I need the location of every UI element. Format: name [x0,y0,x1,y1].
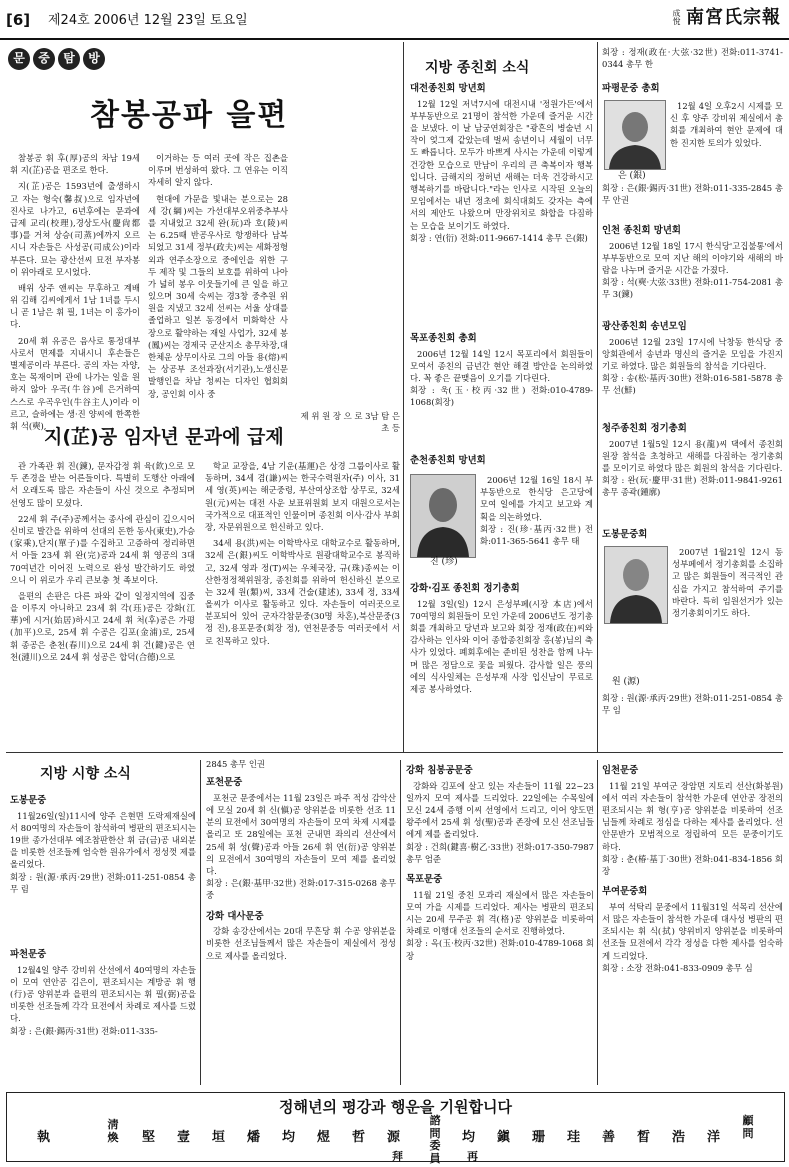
name-char: 壹 [177,1130,191,1145]
name-char: 珪 [567,1130,581,1145]
article-heading: 청주종친회 정기총회 [602,423,687,434]
photo-caption: 진 (珍) [430,557,458,567]
greeting-box [6,1092,785,1165]
article-contact: 회장 : 정재(政在·大弦·32世) 전화:011-3741-0344 총무 한 [602,47,783,70]
name-char: 哲 [352,1130,366,1145]
article-heading: 도봉문중회 [602,529,648,540]
article-mokpo [410,330,593,409]
article-heading: 목포문중 [406,873,443,885]
article-pacheon [10,946,196,1037]
advisor-vertical: 顧問 [742,1114,754,1140]
paragraph: 을편의 손판은 다른 파와 같이 일정지역에 집중을 이루지 아니하고 23세 휘 각(珏)공은 강화(江華)에 시거(始居)하시고 24세 휘 처(후)공은 가평(加平)으로, 25세 휘 수공은 김포(金浦)로, 25세 휘 종공은 춘천(春川)으로 24세 휘 건(鍵)공은 연천(漣川)으로 24세 휘 성공은 합덕(合德)으로 [10,590,195,662]
column-divider [400,760,401,1085]
name-list [37,1114,757,1165]
name-char: 均 [462,1130,476,1145]
article-contact: 회장 : 원(源·承丙·29世) 전화:011-251-0854 총무 임 [602,693,783,716]
section-divider [6,752,783,753]
article-body: 부여 석탁리 문중에서 11월31일 석목리 선산에서 많은 자손들이 참석한 가운데 대사성 병판의 편조되시는 휘 식(拭) 양위비지 양위분을 비롯하여 선조들 묘전에서 각각 정성을 다한 제사를 엄숙하게 드리었다. [602,901,783,961]
article-incheon [602,222,783,301]
article-contact: 회장 : 건희(鍵喜·樹乙·33世) 전화:017-350-7987 총무 엄준 [406,841,594,864]
article-pocheon [206,758,396,962]
name-char: 鎭 [497,1130,511,1145]
article-dobong-contact [602,692,783,716]
page-header [0,0,789,40]
article-heading: 강화·김포 종친회 정기총회 [410,583,520,594]
article-papyeong-contact [602,182,783,206]
paragraph: 참봉공 휘 후(厚)공의 차남 19세 휘 지(芷)공을 편조로 한다. [10,153,140,176]
portrait-photo [604,100,666,170]
column-divider [403,42,404,752]
article-ganghwa-gimpo [410,580,593,695]
article-contact: 회장 : 원(源·承丙·29世) 전화:011-251-0854 총무 림 [10,871,196,894]
article-body: 2006년 12월 18일 17시 한식당'고집불통'에서 부부동반으로 모여 지난 해의 이야기와 새해의 바람을 나누며 즐거운 시간을 가졌다. [602,240,783,275]
top-contact [602,46,783,70]
name-char: 垣 [212,1130,226,1145]
article-body: 강화 송강산에서는 20대 무흔당 휘 수공 양위분을 비롯한 선조님들께서 많은 자손들이 제실에서 정성으로 제사를 올리었다. [206,926,396,961]
article-contact: 회장 : 석(奭·大弦·33世) 전화:011-754-2081 총무 3(鍊) [602,277,783,300]
article-contact: 회장 : 은(銀·基甲·32世) 전화:017-315-0268 총무 중 [206,878,396,901]
article-gwangsan [602,318,783,397]
badge-char: 문 [8,48,30,70]
article-heading: 도봉문중 [10,795,47,806]
portrait-icon [411,475,475,557]
portrait-photo [410,474,476,558]
feature-column-2-cont: 제 위 원 장 으 로 3남 탐 은 초 등 [300,411,400,434]
feature-column-3 [205,460,400,651]
article-body: 11월 21일 중친 모과리 재실에서 많은 자손들이 모여 가을 시제를 드리었다. 제사는 병판의 편조되시는 20세 무주공 휘 격(格)공 양위분을 비롯하여 차례로 이행대 선조들의 순서로 진행하였다. [406,889,594,937]
article-body: 2006년 12월 14일 12시 목포리에서 회원들이 모여서 종친의 금년간 현안 해결 방안을 논의하였다. 꼭 좋은 끝맺음이 오기를 기다린다. [410,348,593,383]
article-contact: 회장 : 춘(椿·基丁·30世) 전화:041-834-1856 회장 [602,853,783,876]
article-heading: 파천문중 [10,949,47,960]
name-char: 均 [282,1130,296,1145]
article-contact: 회장 : 은(銀·錫丙·31世) 전화:011-335- [10,1025,158,1036]
article-body: 2006년 12월 23일 17시에 낙창동 한식당 중앙회관에서 송년과 명신의 즐거운 모임을 가진지기로 하였다. 많은 회원들의 참석을 기다린다. [602,336,783,371]
article-papyeong [602,80,783,98]
name-vertical: 淸煥 [107,1118,119,1144]
section-badge [8,48,105,70]
article-heading: 목포종친회 총회 [410,333,477,344]
name-char: 堅 [142,1130,156,1145]
article-body: 11월26일(일)11시에 양주 은현면 도락제재실에서 80여명의 자손들이 참석하여 병판의 편조되시는 19世 종가선대부 예조참판한산 휘 금(금)공 내외분을 비롯한 선조들께 엄숙한 원유가에서 정성껏 제를 올리었다. [10,810,196,870]
article-heading: 강화 대사문중 [206,910,264,922]
article-heading: 부여문중회 [602,886,648,898]
paragraph: 20세 휘 유공은 음사로 통정대부 사로서 면제를 지내시니 후손들은 별제공이라 부른다. 공의 자는 자양, 호는 목재이며 관에 나가는 일을 원하지 않아 우곡(牛谷)에 은거하여 스스로 우곡우인(牛谷主人)이라 이르고, 슬하에는 생·진 양씨에 한쪽한 휘 석(奭), [10,335,140,431]
paragraph: 현대에 가문을 빛내는 분으로는 28세 강(綱)씨는 가선대부오위중추부사를 지내었고 32세 완(玩)과 호(陵)씨는 6.25때 반공우사로 항쟁하다 남북되었고 31세 정부(政夫)씨는 세화정형외과 연주소장으로 중에인을 위한 구두 제작 및 그들의 보호를 위하여 나아가 넓히 봉우 이웃들기에 큰 일을 하고 있으며 30세 숙씨는 경3창 중추원 위원을 지냈고 32세 선씨는 서울 상대를 졸업하고 일본 동경에서 미화학산 사장으로 활약하는 재일 사업가, 32세 봉(鳳)씨는 경제국 군산지소 총무차장,대한체운 상무이사로 그의 아들 용(熔)씨는 상공부 조선과장(서기관),노생신문 발행인을 차남 청씨는 디자인 협회회장, 공인회 이사 중 [148,193,288,399]
paragraph: 이거하는 등 여러 곳에 작은 집촌을 이루며 번성하여 왔다. 그 연유는 이직 자세히 알지 않다. [148,153,288,188]
feature-column-1-lower [10,460,195,667]
paragraph: 22세 휘 주(주)공께서는 종사에 관심이 깊으시어 신비로 발간을 위하여 선대의 돈한 동사(東史),가승(家乘),단지(單子)를 수집하고 고증하여 정리하면서 아들 23세 휘 완(完)공과 24세 휘 영공의 3대 70여년간 이어진 노력으로 완성 발간하기도 하였으니 이 위로가 우리 큰보충 첫 족보이다. [10,513,195,585]
article-papyeong-body [670,100,783,149]
article-daejeon [410,80,593,244]
name-char: 源 [387,1130,401,1145]
article-heading: 강화 침봉공문중 [406,765,473,776]
article-body: 12월 4일 오후2시 시제를 모신 후 양주 강비위 제실에서 총회를 개최하여 현안 문제에 대한 진지한 토의가 있었다. [670,101,783,148]
newspaper-masthead [671,5,781,31]
paragraph: 34세 용(洪)씨는 이학박사로 대학교수로 활동하며, 32세 은(銀)씨도 이학박사로 원광대학교수로 봉직하고, 32세 영과 정(T)씨는 우체국장, 규(珠)종씨는 이산한정정책위원장, 종친회를 위하여 헌신하신 분으로는 32세 원(類)씨, 33세 건술(建述), 33세 정, 33세 올씨가 이사로 활동하고 있다. 자손들이 여러곳으로 분포되어 있어 군자각참문중(30명 차혼),북산문중(3정 진),용포문중(회장 정), 연천문중등 여러곳에서 서로 친목하고 있다. [205,538,400,646]
article-heading: 포천문중 [206,777,243,789]
committee-vertical: 諮問委員 [429,1114,441,1165]
article-imcheon [602,762,783,974]
article-heading: 임천문중 [602,765,639,776]
badge-char: 중 [33,48,55,70]
regional-news-banner: 지방 종친회 소식 [425,60,530,76]
issue-date: 제24호 2006년 12월 23일 토요일 [48,13,248,28]
article-heading: 광산종친회 송년모임 [602,321,687,332]
article-dobong-munjung [10,792,196,895]
photo-caption: 원 (源) [612,677,640,687]
paragraph: 지(芷)공은 1593년에 출생하시고 자는 형숙(馨叔)으로 임자년에 진사로 나가고, 6년후에는 문과에 급제 교리(校理),경상도사(慶尙都事)를 거쳐 상승(司蒸)에까지 오르시니 자손들은 사성공(司成公)이라 부른다. 묘는 광산선씨 묘전 부자봉이 위아래로 모시었다. [10,181,140,277]
article-body: 12월 12일 저녁7시에 대전시내 '정원가든'에서 부부동반으로 21명이 참석한 가운데 즐거운 시간을 보냈다. 이 날 남궁연회장은 "광흔의 병술년 시작이 엊그제 같았는데 벌써 송년이니 세월이 너무도 빠릅니다. 모두가 바쁘게 사시는 가운데 이렇게 건강한 모습으로 만남이 우리의 큰 축복이자 행복입니다. 금해지의 정허년 새해는 더욱 건강하시고 행복하기를 바랍니다."라는 인사로 시작된 오늘의 모임에서는 내년 정초에 회식대회도 갖자는 측에서의 제안도 나왔으며 만장위치로 화합을 다짐하는 모습을 보이기도 하였다. [410,98,593,231]
continued-contact: 2845 총무 인권 [206,759,265,769]
article-contact: 회장 : 옥(玉·校丙·32世) 전화:010-4789-1068 회장 [406,938,594,961]
article-contact: 회장 : 소장 전화:041-833-0909 총무 심 [602,962,753,973]
feature-title: 참봉공파 을편 [90,98,289,133]
article-dobong-body [672,546,783,619]
article-body: 2007년 1월21일 12시 동성부페에서 정기총회를 소집하고 많은 회원들이 적극적인 관심을 가지고 참석하여 주기를 바란다. 특히 임원선거가 있는 정기총회이기도 하다. [672,547,783,618]
article-body: 12월 3일(일) 12시 은성부페(시장 本店)에서 70여명의 회원들이 모인 가운데 2006년도 정기총회를 개최하고 당년과 보고와 회장 정재(政在)씨와 감사하는 인사와 이어 종합종친회장 홍(봉)님의 축사가 있었다. 폐회후에는 준비된 성찬을 함께 나누며 많은 정담으로 꽃을 피웠다. 감사할 일은 풍의에의 식사일체는 은성부재 사장 입신남이 무료로 제공 봉사하였다. [410,598,593,694]
closing-char: 再 [467,1150,478,1163]
article-body: 2007년 1월5일 12시 용(龍)씨 댁에서 종친회원장 참석을 초청하고 새해를 다짐하는 정기총회를 모이기로 하였다 많은 회원의 참석을 기다린다. [602,438,783,473]
column-divider [200,760,201,1085]
greeting-title: 정해년의 평강과 행운을 기원합니다 [278,1098,513,1116]
article-contact: 회장 : 송(松·基丙·30世) 전화:016-581-5878 총무 선(鮮) [602,373,783,396]
article-heading: 파평문중 총회 [602,83,660,94]
column-divider [597,42,598,752]
name-char: 燔 [247,1130,261,1145]
name-char: 善 [602,1130,616,1145]
article-body: 11월 21일 부여군 장암면 지토리 선산(화봉원)에서 여러 자손들이 참석한 가운데 연안공 장전의 편조되시는 휘 형(亨)공 양위분을 비롯하여 선조님들께 차례로 정심을 다하는 제사를 올리었다. 선안문반가 모범적으로 정립하여 모든 문중이기도 하다. [602,780,783,852]
name-char: 浩 [672,1130,686,1145]
photo-caption: 은 (銀) [618,171,646,181]
article-chuncheon [410,452,593,470]
name-char: 煜 [317,1130,331,1145]
badge-char: 탐 [58,48,80,70]
feature-subtitle: 지(芷)공 임자년 문과에 급제 [44,426,284,448]
article-body: 강화와 김포에 살고 있는 자손들이 11월 22~23일까지 모여 제사를 드리었다. 22일에는 수목일에 모신 24세 증행 이씨 선영에서 드리고, 이어 양도면 왕주에서 25세 휘 성(聖)공과 존장에 모신 선조님들에게 제를 올리었다. [406,780,594,840]
article-heading: 춘천종친회 망년회 [410,455,486,466]
article-ganghwa-chambong [406,762,594,962]
name-char: 洋 [707,1130,721,1145]
article-dobong [602,526,783,544]
article-contact: 회장 : 완(玩·慶甲·31世) 전화:011-9841-9261 총무 종곽(鍾廓) [602,475,783,498]
article-body: 12월4일 양주 강비위 산선에서 40여명의 자손들이 모여 연안공 김은이, 편조되시는 계방공 휘 행(行)공 양위분과 을편의 편조되시는 휘 필(弼)공을 비롯한 선조들께 각각 묘전에서 차례로 제사를 드렸다. [10,964,196,1024]
name-char: 晳 [637,1130,651,1145]
name-char: 執 [37,1130,51,1145]
paragraph: 관 가족관 휘 진(鍊), 문자감정 휘 육(欽)으로 모두 존경을 받는 어른들이다. 특별히 도행산 아래에서 오래도록 많은 자손들이 사신 것으로 추정되며 선영도 많이 모셨다. [10,461,195,508]
article-contact: 회장 : 은(銀·錫丙·31世) 전화:011-335-2845 총무 안권 [602,183,783,206]
page-number: [6] [6,11,31,29]
article-contact: 회장 : 욱(玉·校丙·32世) 전화:010-4789-1068(회장) [410,385,593,408]
paragraph: 배위 상주 앤씨는 무후하고 계배위 김해 김씨에게서 1남 1녀를 두시니 곧 1남은 휘 필, 1녀는 이 홍가이다. [10,282,140,330]
article-body: 2006년 12월 16일 18시 부부동반으로 한식당 은고당에 모여 일에를 가지고 보고와 계획을 의논하였다. [480,475,593,522]
article-chuncheon-body [480,474,593,547]
feature-column-2 [148,152,288,404]
article-heading: 인천 종친회 망년회 [602,225,681,236]
portrait-photo [604,546,668,624]
article-contact: 회장 : 진(珍·基丙·32世) 전화:011-365-5641 총무 태 [480,523,593,546]
article-heading: 대전종친회 망년회 [410,83,486,94]
article-contact: 회장 : 연(衍) 전화:011-9667-1414 총무 은(銀) [410,232,588,243]
portrait-icon [605,101,665,169]
feature-column-1 [10,152,140,436]
closing-char: 拜 [392,1150,403,1163]
column-divider [597,760,598,1085]
masthead-small: 成悅 [672,8,681,27]
paragraph: 학교 교장을, 4남 기운(基運)은 상경 그룹이사로 활동하며, 34세 겸(謙)씨는 한국수력원자(주) 이사, 31세 영(英)씨는 해군중령, 부산여상조합 상무로, 32세 원(元)씨는 대전 사운 보표위원회 보지 대원으로서는 국가적으로 대표적인 인물이며 종친회 이사·감사 부회장, 자문위원으로 헌신하고 있다. [205,461,400,532]
article-body: 포천군 문중에서는 11월 23일은 파주 적성 감악산에 모실 20세 휘 신(愼)공 양위분을 비롯한 선조 11분의 묘전에서 30여명의 자손들이 모여 차제 시제를 올리고 또 28일에는 포천 군내면 좌의리 선산에서 25세 휘 성(聲)공과 아들 26세 휘 연(衍)공 양위분의 묘전에서 30여명의 자손들이 모여 제를 올리었다. [206,792,396,876]
badge-char: 방 [83,48,105,70]
name-char: 珊 [532,1130,546,1145]
portrait-icon [605,547,667,623]
masthead-title: 南宮氏宗報 [686,7,781,28]
article-cheongju [602,420,783,499]
regional-memorial-banner: 지방 시향 소식 [40,766,131,782]
